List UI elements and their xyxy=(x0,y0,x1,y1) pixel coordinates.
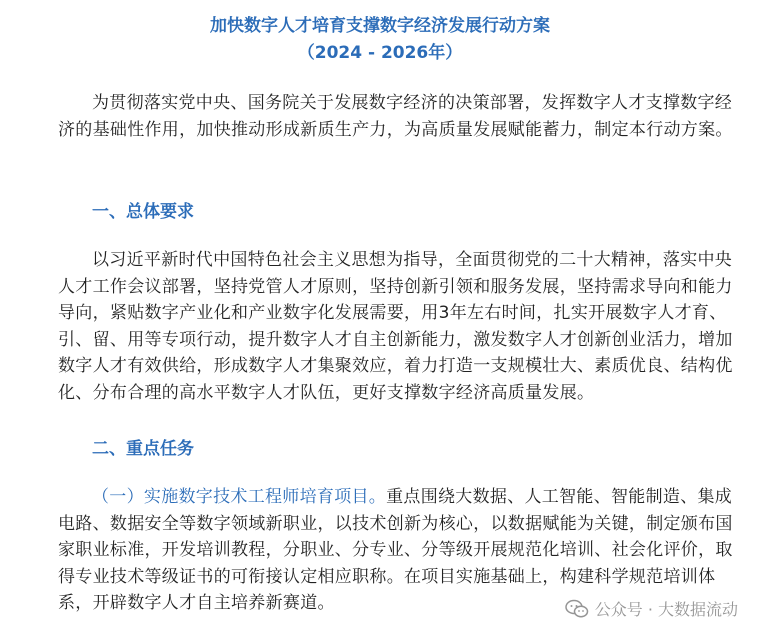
task-item-body: 重点围绕大数据、人工智能、智能制造、集成电路、数据安全等数字领域新职业，以技术创新为核心，以数据赋能为关键，制定颁布国家职业标准，开发培训教程，分职业、分专业、分等级开展规范化培训、社会化评价，取得专业技术等级证书的可衔接认定相应职称。在项目实施基础上，构建科学规范培训体系，开辟数字人才自主培养新赛道。 xyxy=(58,487,733,613)
document-title: 加快数字人才培育支撑数字经济发展行动方案 xyxy=(210,16,550,36)
section-heading-key-tasks: 二、重点任务 xyxy=(92,439,194,459)
watermark xyxy=(565,597,738,620)
wechat-icon xyxy=(565,599,589,619)
intro-paragraph: 为贯彻落实党中央、国务院关于发展数字经济的决策部署，发挥数字人才支撑数字经济的基础性作用，加快推动形成新质生产力，为高质量发展赋能蓄力，制定本行动方案。 xyxy=(58,93,733,140)
document-subtitle: （2024 - 2026年） xyxy=(297,43,463,63)
general-requirements-paragraph: 以习近平新时代中国特色社会主义思想为指导，全面贯彻党的二十大精神，落实中央人才工作会议部署，坚持党管人才原则，坚持创新引领和服务发展，坚持需求导向和能力导向，紧贴数字产业化和产业数字化发展需要，用3年左右时间，扎实开展数字人才育、引、留、用等专项行动，提升数字人才自主创新能力，激发数字人才创新创业活力，增加数字人才有效供给，形成数字人才集聚效应，着力打造一支规模壮大、素质优良、结构优化、分布合理的高水平数字人才队伍，更好支撑数字经济高质量发展。 xyxy=(58,250,733,403)
section-heading-general-requirements: 一、总体要求 xyxy=(92,202,194,222)
watermark-text: 公众号 · 大数据流动 xyxy=(594,600,738,619)
task-item-title: （一）实施数字技术工程师培育项目。 xyxy=(92,487,387,507)
